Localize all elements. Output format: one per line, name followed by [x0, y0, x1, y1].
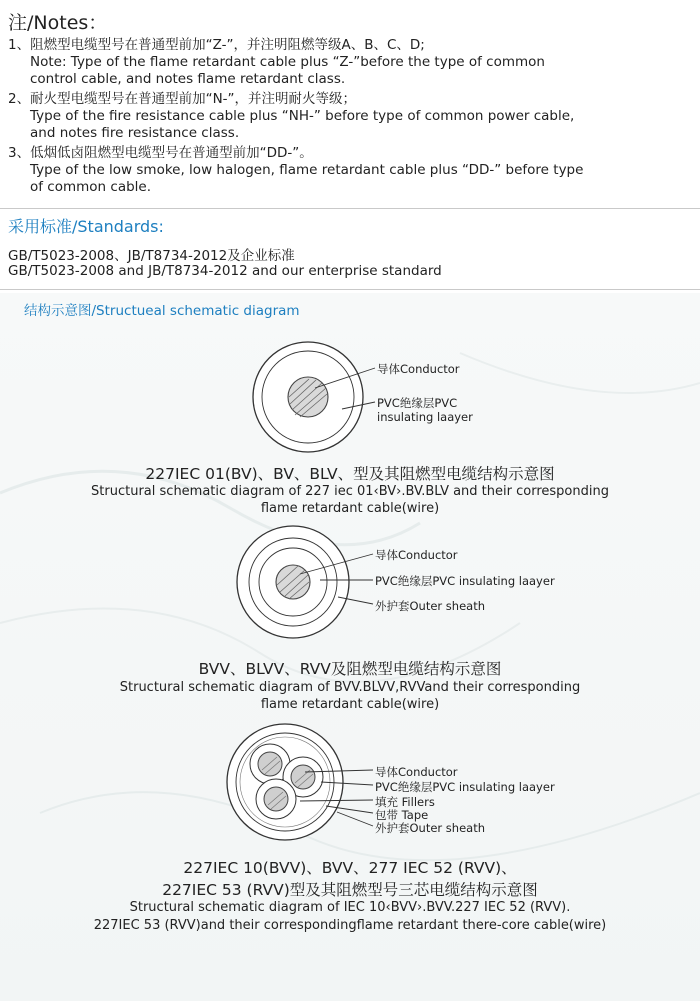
d1-caption-cn: 227IEC 01(BV)、BV、BLV、型及其阻燃型电缆结构示意图 [145, 465, 555, 483]
d3-label-insulation: PVC绝缘层PVC insulating laayer [375, 780, 555, 794]
divider-standards [0, 289, 700, 290]
d2-caption-cn: BVV、BLVV、RVV及阻燃型电缆结构示意图 [198, 660, 502, 678]
divider-notes [0, 208, 700, 209]
note-1-cn: 1、阻燃型电缆型号在普通型前加“Z-”，并注明阻燃等级A、B、C、D; [8, 37, 425, 53]
d3-caption-en-2: 227IEC 53 (RVV)and their correspondingflame retardant there-core cable(wire) [93, 918, 607, 933]
note-2-en-line-1: Type of the fire resistance cable plus “NH-” before type of common power cable, [30, 108, 575, 124]
d2-label-insulation: PVC绝缘层PVC insulating laayer [375, 574, 555, 588]
note-1-en-line-2: control cable, and notes flame retardant class. [30, 71, 346, 87]
d3-label-sheath: 外护套Outer sheath [375, 821, 486, 835]
note-1 [8, 37, 545, 88]
note-2-cn: 2、耐火型电缆型号在普通型前加“N-”，并注明耐火等级； [8, 91, 357, 107]
d3-caption-cn-2: 227IEC 53 (RVV)型及其阻燃型号三芯电缆结构示意图 [162, 881, 538, 899]
note-1-en-line-1: Note: Type of the flame retardant cable plus “Z-”before the type of common [30, 54, 545, 70]
diagram-title: 结构示意图/Structueal schematic diagram [24, 303, 300, 319]
d1-label-conductor: 导体Conductor [377, 362, 460, 376]
note-3-en-line-1: Type of the low smoke, low halogen, flame retardant cable plus “DD-” before type [30, 162, 584, 178]
note-3-cn: 3、低烟低卤阻燃型电缆型号在普通型前加“DD-”。 [8, 145, 313, 161]
note-3-en-line-2: of common cable. [30, 179, 152, 195]
standards-title: 采用标准/Standards: [8, 217, 164, 236]
d1-caption-en-2: flame retardant cable(wire) [260, 501, 440, 516]
d2-label-sheath: 外护套Outer sheath [375, 599, 486, 613]
d2-caption-en-2: flame retardant cable(wire) [260, 697, 440, 712]
notes-title: 注/Notes： [8, 12, 108, 34]
d1-label-insulation: PVC绝缘层PVC [377, 396, 458, 410]
d2-caption-en-1: Structural schematic diagram of BVV.BLVV,RVVand their corresponding [119, 680, 581, 695]
d1-label-insulation-2: insulating laayer [377, 410, 473, 424]
standards-cn: GB/T5023-2008、JB/T8734-2012及企业标准 [8, 248, 295, 264]
d3-label-fillers: 填充 Fillers [375, 795, 435, 809]
standards-en: GB/T5023-2008 and JB/T8734-2012 and our enterprise standard [8, 263, 442, 279]
d2-label-conductor: 导体Conductor [375, 548, 458, 562]
note-2 [8, 91, 574, 142]
note-2-en-line-2: and notes fire resistance class. [30, 125, 240, 141]
d3-label-conductor: 导体Conductor [375, 765, 458, 779]
d1-caption-en-1: Structural schematic diagram of 227 iec 01‹BV›.BV.BLV and their corresponding [91, 484, 609, 499]
d3-label-tape: 包带 Tape [375, 808, 429, 822]
d3-caption-cn-1: 227IEC 10(BVV)、BVV、277 IEC 52 (RVV)、 [183, 859, 517, 877]
d3-caption-en-1: Structural schematic diagram of IEC 10‹BVV›.BVV.227 IEC 52 (RVV). [129, 900, 571, 915]
note-3 [8, 145, 583, 196]
notes-section [0, 0, 700, 210]
